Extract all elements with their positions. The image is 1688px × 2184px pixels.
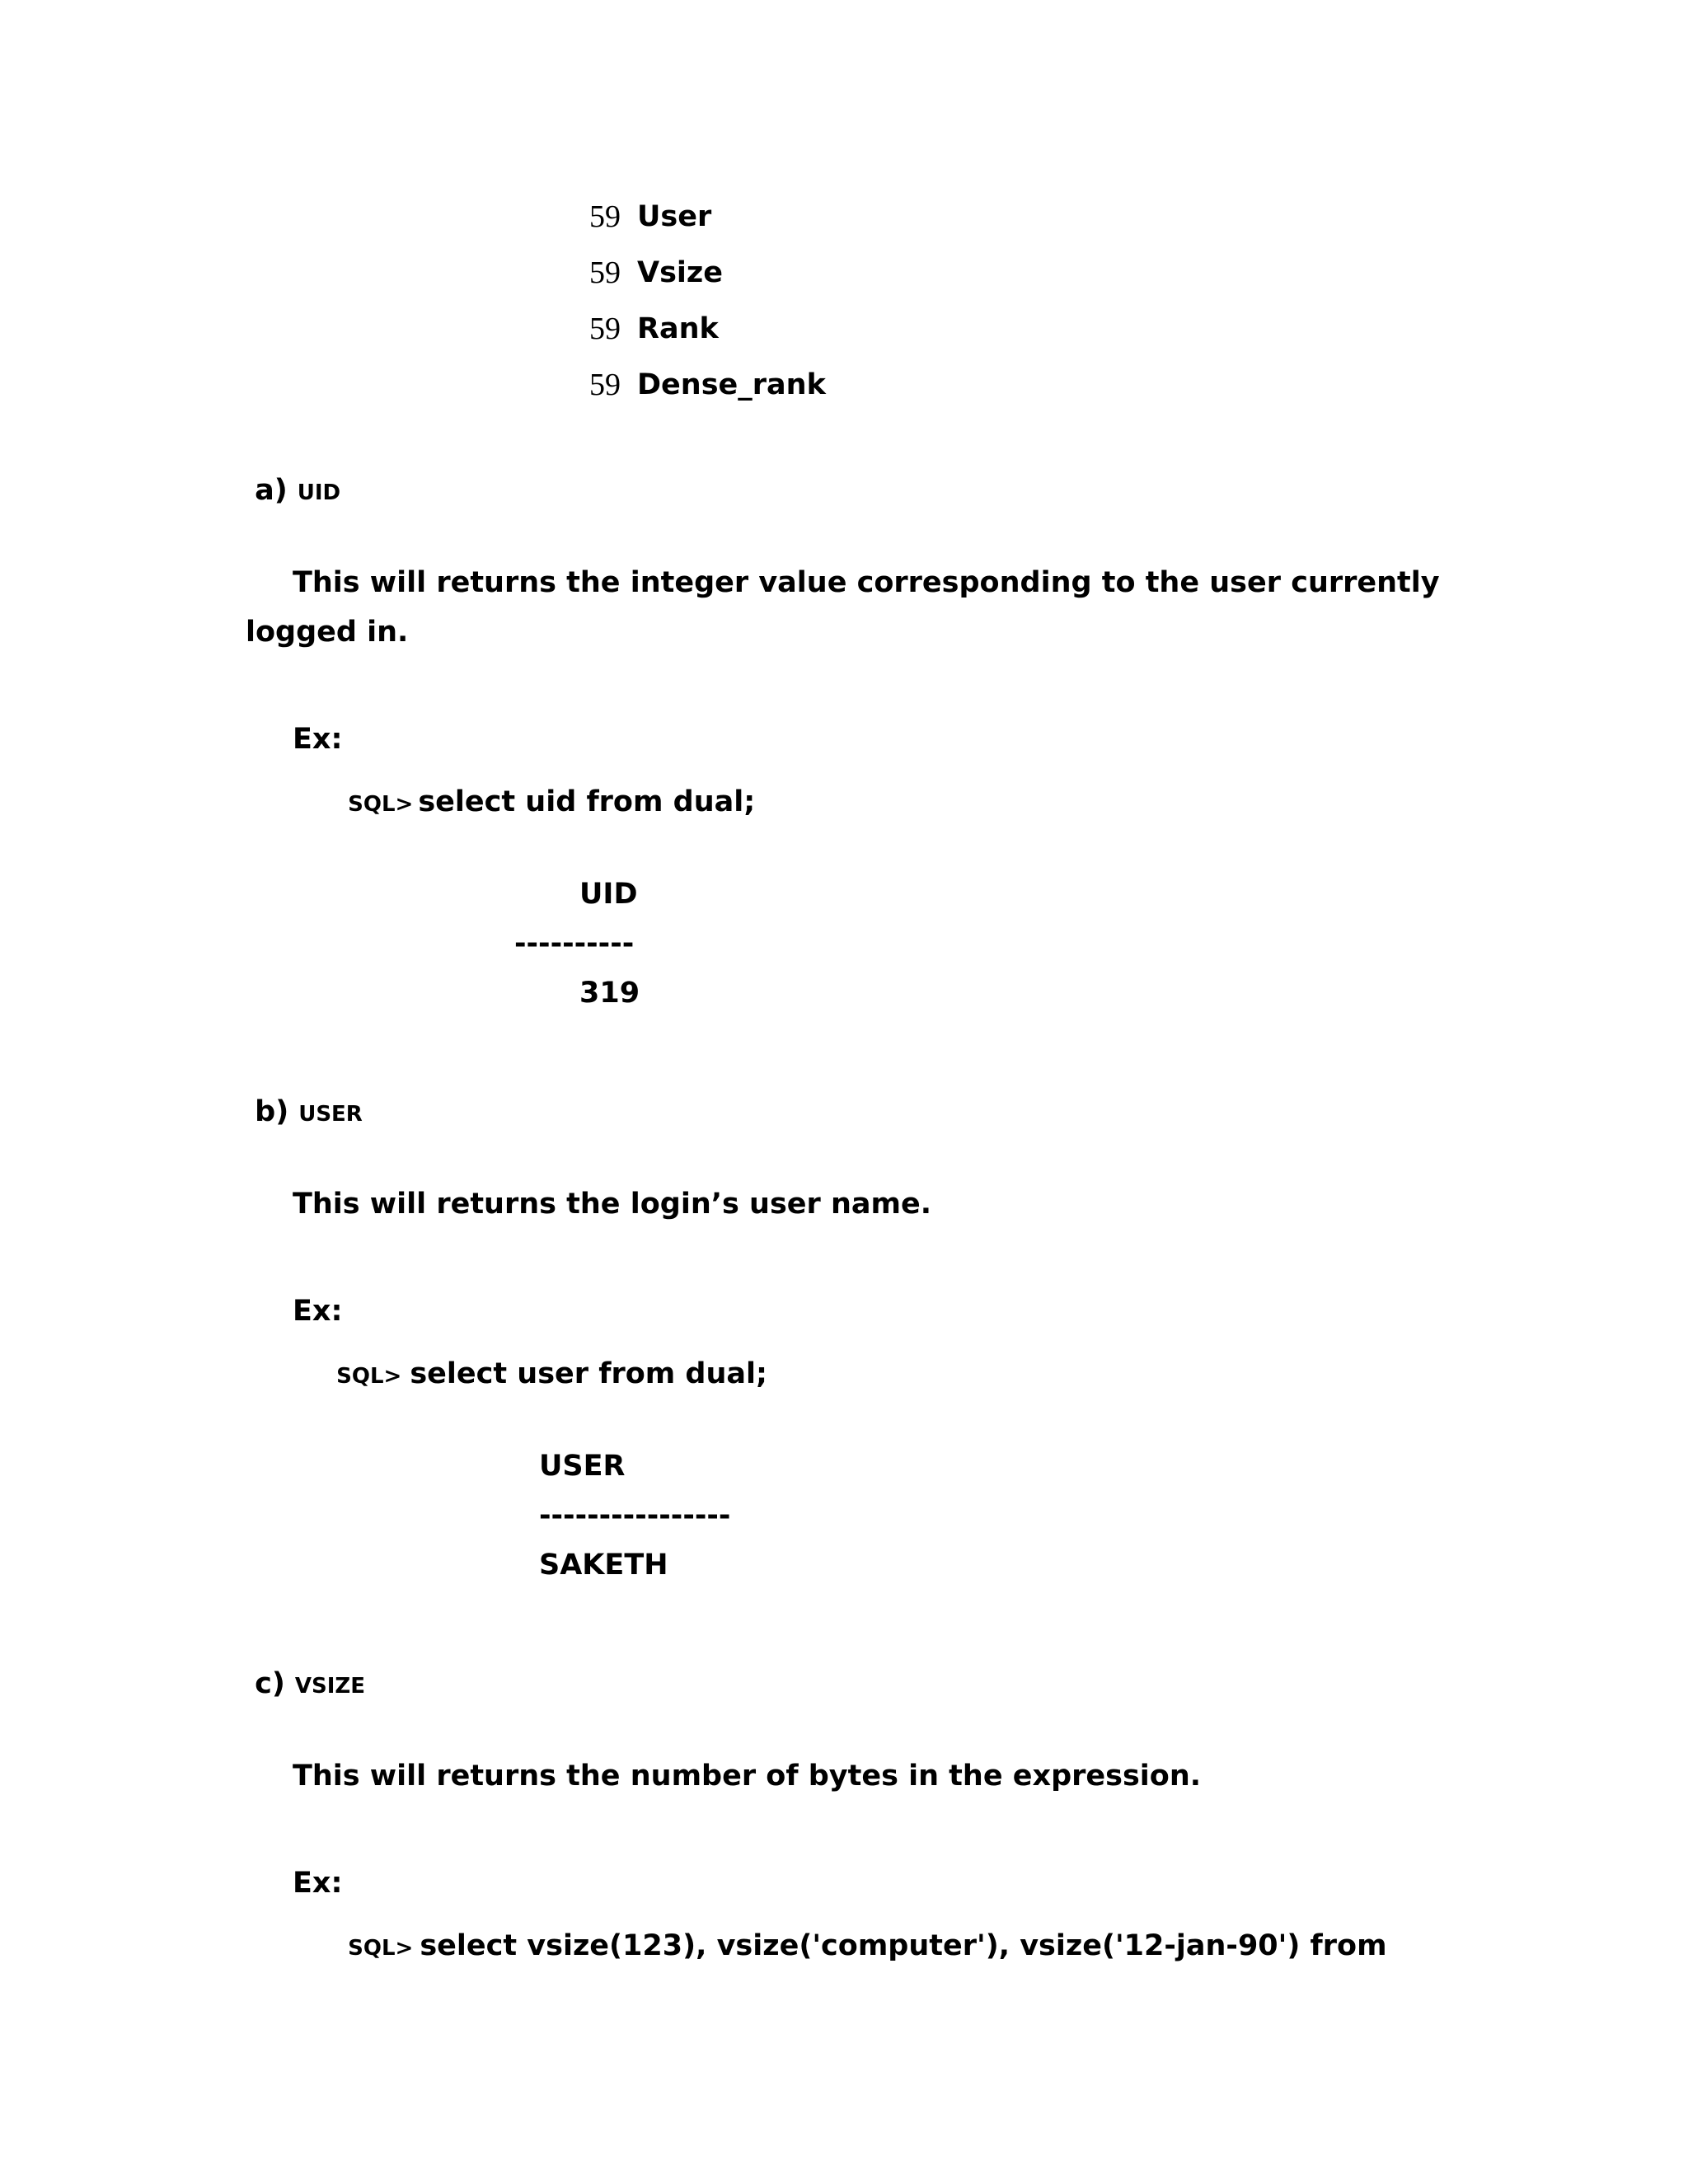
example-label: Ex: [293,1295,343,1328]
list-item [589,364,826,405]
result-separator: ---------------- [539,1499,731,1532]
sql-example [339,775,755,817]
list-marker: 59 [589,312,621,346]
description-line: logged in. [246,616,409,649]
section-letter: b) [255,1095,289,1128]
list-item [589,308,719,349]
result-value: SAKETH [539,1549,668,1582]
example-label: Ex: [293,1867,343,1900]
list-item-label: Rank [637,312,719,345]
section-heading-vsize [246,1657,365,1699]
section-heading-user [246,1085,363,1127]
list-marker: 59 [589,255,621,290]
description-line: This will returns the login’s user name. [293,1188,932,1221]
sql-example [327,1347,767,1389]
sql-prompt: SQL> [336,1364,402,1389]
list-marker: 59 [589,368,621,402]
example-label: Ex: [293,723,343,756]
section-letter: a) [255,474,288,507]
section-name: UID [297,480,341,505]
list-item-label: Vsize [637,256,724,289]
sql-command: select user from dual; [410,1357,767,1390]
sql-command: select uid from dual; [418,785,756,818]
section-heading-uid [246,463,340,505]
result-header: UID [579,878,638,911]
description-line: This will returns the integer value corresponding to the user currently [293,566,1440,599]
list-item [589,196,711,237]
section-name: VSIZE [294,1674,366,1699]
description-line: This will returns the number of bytes in the expression. [293,1760,1202,1793]
sql-prompt: SQL> [348,1936,414,1961]
list-item-label: Dense_rank [637,368,826,401]
result-separator: ---------- [514,927,635,960]
section-name: USER [298,1102,363,1127]
list-item [589,252,723,293]
sql-example [339,1919,1387,1961]
result-value: 319 [579,977,640,1010]
list-item-label: User [637,200,712,233]
list-marker: 59 [589,199,621,234]
sql-command: select vsize(123), vsize('computer'), vsize('12-jan-90') from [420,1929,1387,1962]
section-letter: c) [255,1667,285,1700]
sql-prompt: SQL> [348,792,414,817]
result-header: USER [539,1450,626,1483]
